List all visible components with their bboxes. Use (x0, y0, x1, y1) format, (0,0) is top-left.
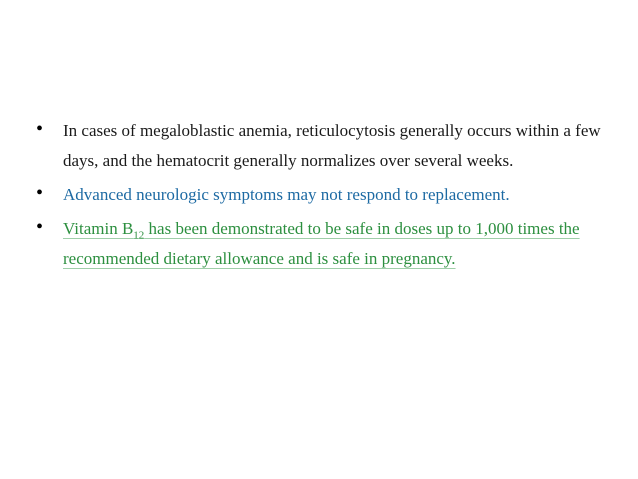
bullet-text: has been demonstrated to be safe in doses up to 1,000 times the recommended dietary allowance and is safe in pregnancy. (63, 219, 580, 268)
bullet-dot-icon: • (36, 182, 44, 204)
bullet-item-vitamin-b12 (36, 214, 606, 274)
bullet-dot-icon: • (36, 216, 44, 238)
bullet-text: In cases of megaloblastic anemia, reticulocytosis generally occurs within a few days, and the hematocrit generally normalizes over several weeks. (63, 121, 601, 170)
bullet-list (36, 116, 606, 278)
bullet-text-link[interactable] (63, 219, 580, 268)
bullet-text: Advanced neurologic symptoms may not respond to replacement. (63, 185, 510, 204)
bullet-item-reticulocytosis (36, 116, 606, 176)
bullet-dot-icon: • (36, 118, 44, 140)
vitamin-subscript: 12 (133, 229, 145, 242)
bullet-item-neurologic (36, 180, 606, 210)
vitamin-label: Vitamin B (63, 219, 134, 238)
